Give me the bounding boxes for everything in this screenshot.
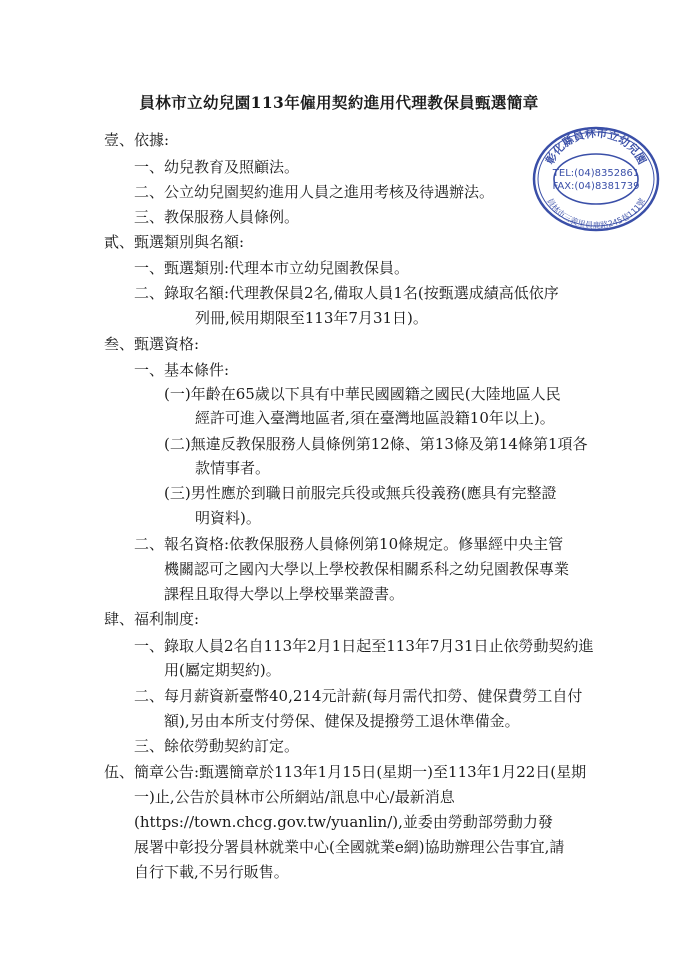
section-2-heading: 貳、甄選類別與名額: — [104, 233, 245, 251]
stamp-seal-icon — [532, 126, 660, 232]
stamp-top-text: 彰化縣員林市立幼兒園 — [543, 126, 649, 167]
svg-text:員林市三義里員鹿路245巷111號 — [545, 196, 647, 230]
section-1-heading: 壹、依據: — [104, 131, 170, 149]
section-5-line-1: 伍、簡章公告:甄選簡章於113年1月15日(星期一)至113年1月22日(星期 — [104, 763, 587, 781]
section-4-item-1-line-1: 一、錄取人員2名自113年2月1日起至113年7月31日止依勞動契約進 — [134, 637, 594, 655]
stamp-address: 員林市三義里員鹿路245巷111號 — [545, 196, 647, 231]
section-4-item-1-line-2: 用(屬定期契約)。 — [164, 661, 281, 679]
section-3-sub-2-line-2: 機關認可之國內大學以上學校教保相關系科之幼兒園教保專業 — [164, 560, 570, 578]
section-1-item-2: 二、公立幼兒園契約進用人員之進用考核及待遇辦法。 — [134, 183, 495, 201]
section-4-item-3: 三、餘依勞動契約訂定。 — [134, 737, 300, 755]
condition-1-line-1: (一)年齡在65歲以下具有中華民國國籍之國民(大陸地區人民 — [164, 385, 561, 403]
condition-2-line-1: (二)無違反教保服務人員條例第12條、第13條及第14條第1項各 — [164, 435, 588, 453]
section-1-item-3: 三、教保服務人員條例。 — [134, 208, 300, 226]
section-1-item-1: 一、幼兒教育及照顧法。 — [134, 158, 300, 176]
condition-3-line-1: (三)男性應於到職日前服完兵役或無兵役義務(應具有完整證 — [164, 484, 557, 502]
stamp-tel: TEL:(04)8352861 — [552, 168, 640, 179]
section-2-item-1: 一、甄選類別:代理本市立幼兒園教保員。 — [134, 259, 410, 277]
section-3-sub-2-line-3: 課程且取得大學以上學校畢業證書。 — [164, 585, 405, 603]
page-title: 員林市立幼兒園113年僱用契約進用代理教保員甄選簡章 — [139, 93, 539, 112]
section-4-heading: 肆、福利制度: — [104, 610, 200, 628]
section-3-sub-1: 一、基本條件: — [134, 361, 230, 379]
section-3-sub-2-line-1: 二、報名資格:依教保服務人員條例第10條規定。修畢經中央主管 — [134, 535, 564, 553]
condition-2-line-2: 款情事者。 — [195, 459, 271, 477]
condition-1-line-2: 經許可進入臺灣地區者,須在臺灣地區設籍10年以上)。 — [195, 409, 555, 427]
section-4-item-2-line-1: 二、每月薪資新臺幣40,214元計薪(每月需代扣勞、健保費勞工自付 — [134, 687, 583, 705]
section-5-line-2: 一)止,公告於員林市公所網站/訊息中心/最新消息 — [134, 788, 455, 806]
condition-3-line-2: 明資料)。 — [195, 509, 261, 527]
section-5-line-5: 自行下載,不另行販售。 — [134, 863, 289, 881]
section-2-item-2-line-2: 列冊,候用期限至113年7月31日)。 — [195, 309, 428, 327]
section-2-item-2-line-1: 二、錄取名額:代理教保員2名,備取人員1名(按甄選成績高低依序 — [134, 284, 559, 302]
official-stamp — [532, 126, 660, 232]
section-3-heading: 叁、甄選資格: — [104, 335, 200, 353]
stamp-fax: FAX:(04)8381739 — [552, 181, 640, 192]
section-5-line-4: 展署中彰投分署員林就業中心(全國就業e網)協助辦理公告事宜,請 — [134, 838, 565, 856]
section-4-item-2-line-2: 額),另由本所支付勞保、健保及提撥勞工退休準備金。 — [164, 712, 520, 730]
section-5-line-3: (https://town.chcg.gov.tw/yuanlin/),並委由勞動部勞動力發 — [134, 813, 553, 831]
